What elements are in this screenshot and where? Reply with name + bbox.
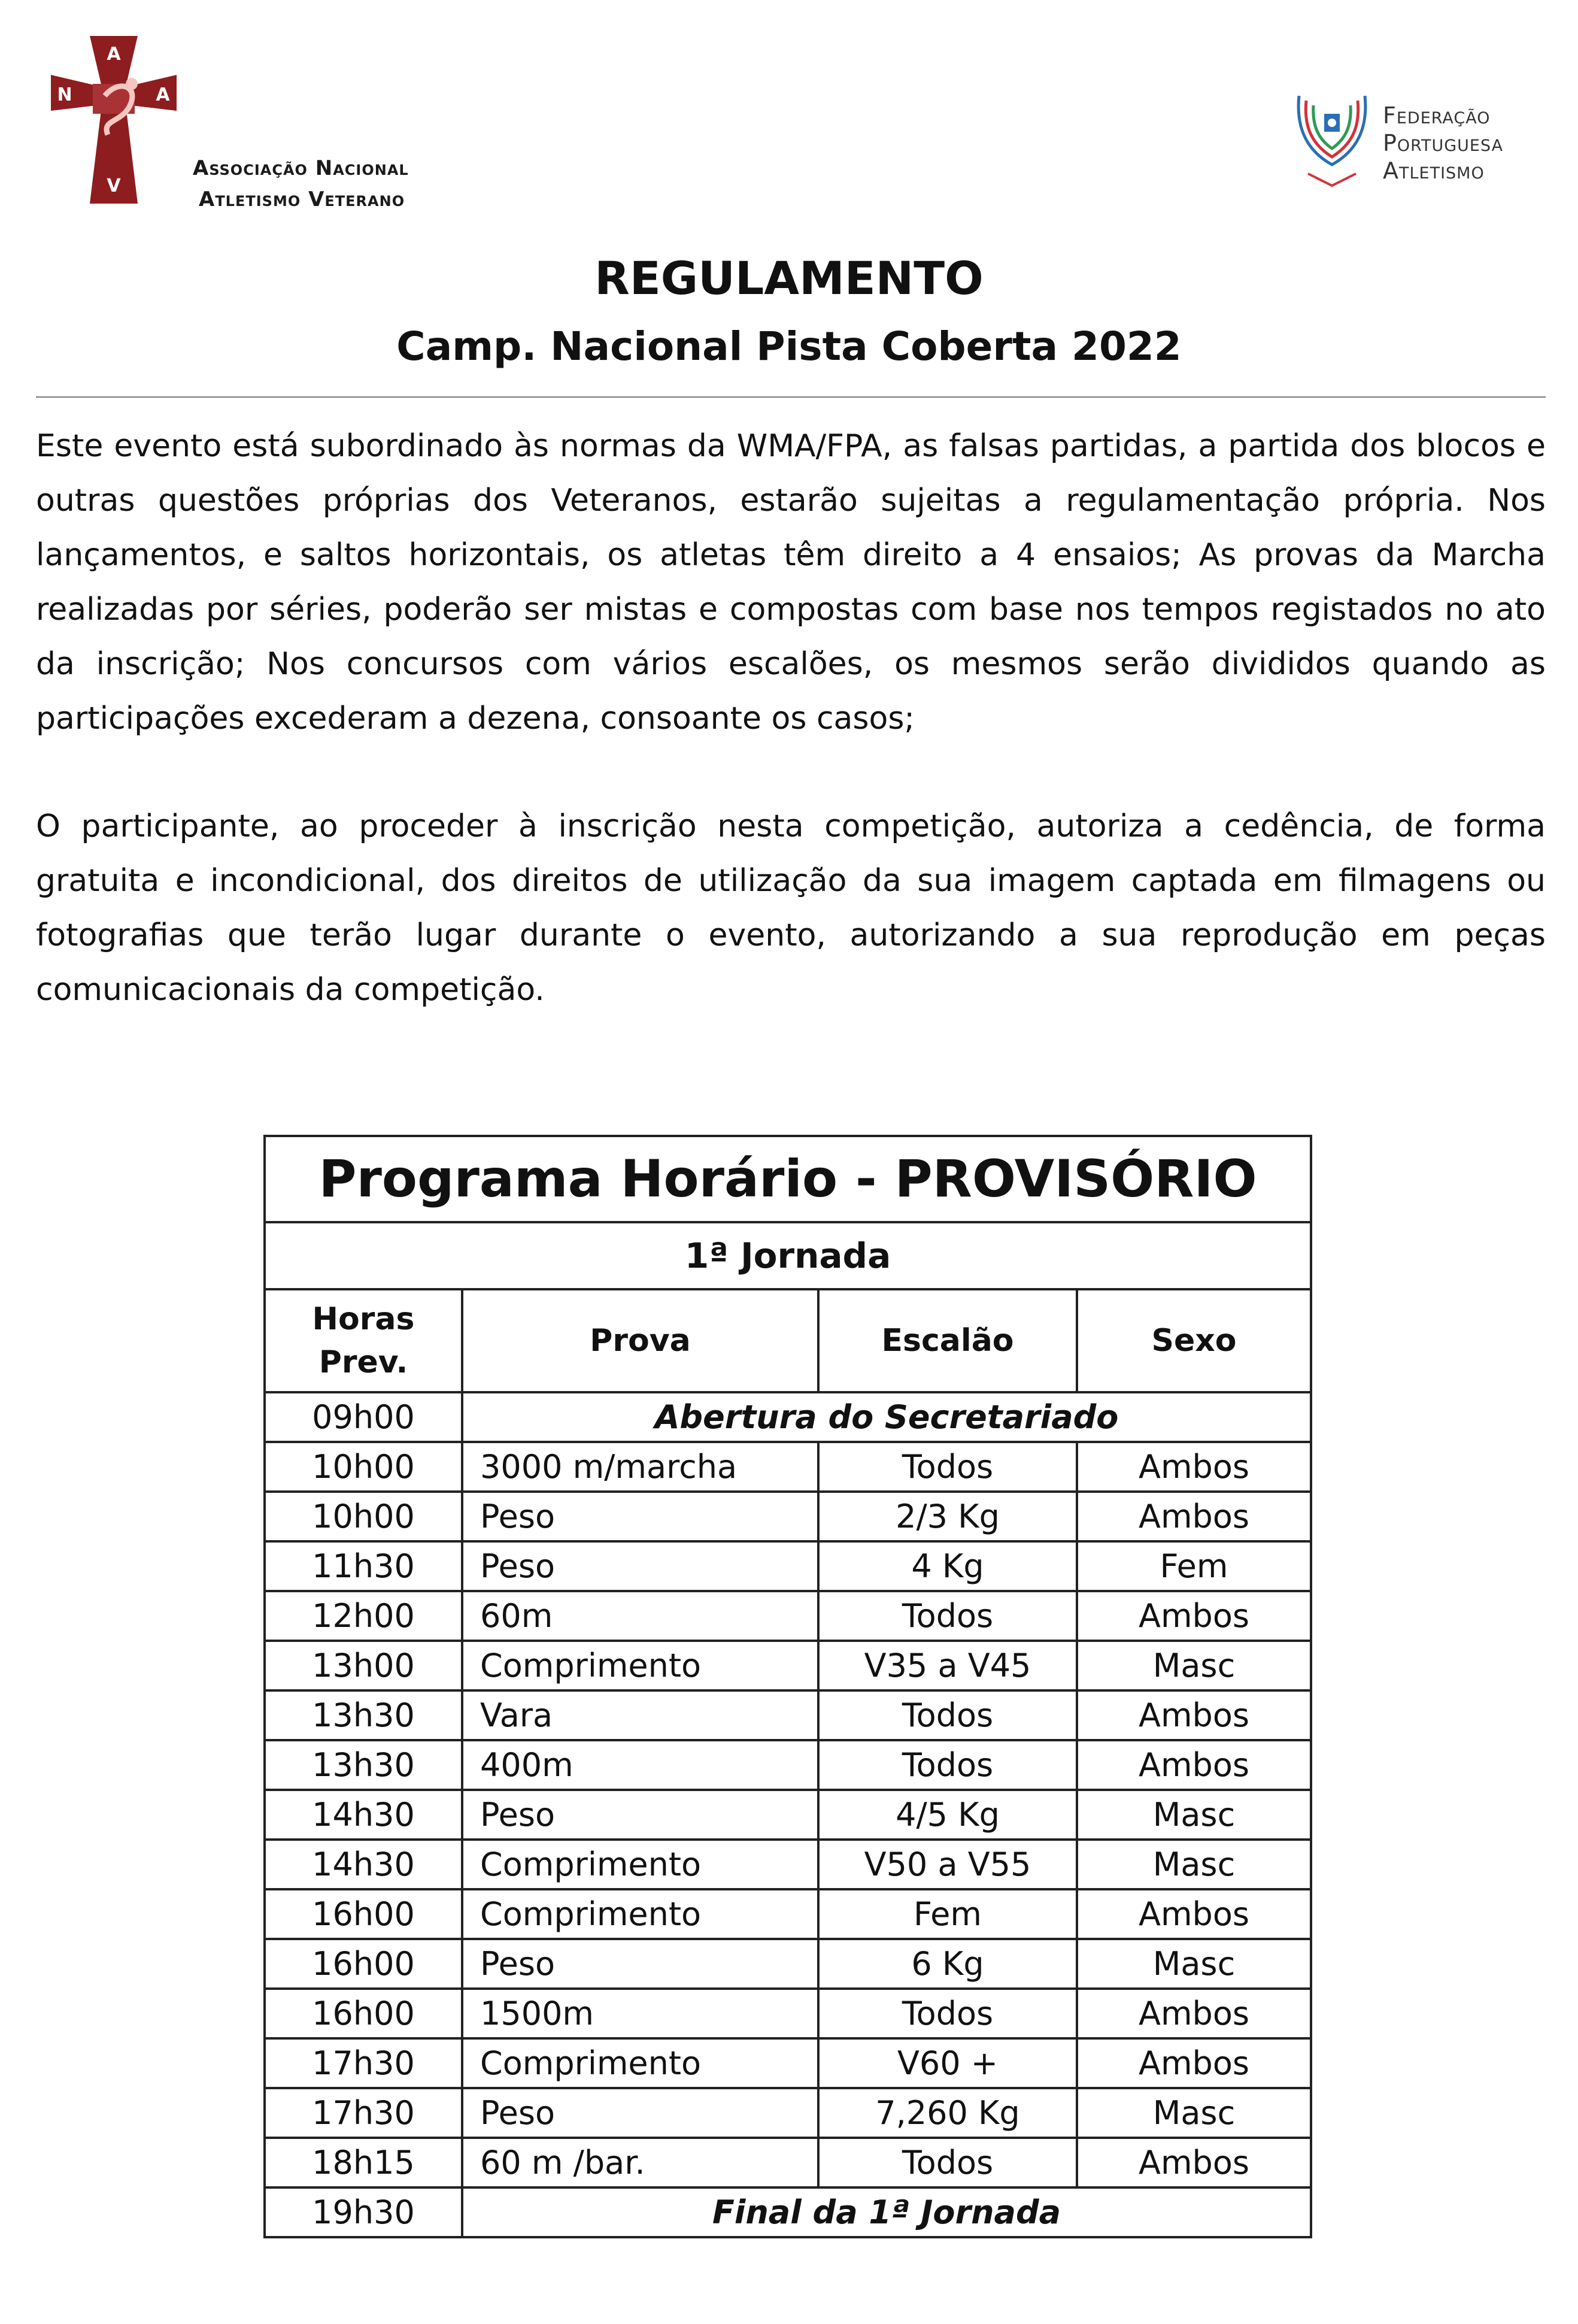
cell-escalao: Todos [818, 1740, 1077, 1790]
closing-hora: 19h30 [265, 2187, 462, 2237]
anav-logo [36, 30, 479, 210]
cell-escalao: Todos [818, 1989, 1077, 2038]
table-row [265, 1492, 1311, 1541]
cell-sexo: Ambos [1077, 1989, 1311, 2038]
cell-escalao: V60 + [818, 2038, 1077, 2088]
cell-hora: 14h30 [265, 1790, 462, 1840]
column-header-horas-line1: Horas [312, 1301, 415, 1337]
table-row [265, 1840, 1311, 1889]
cell-prova: Peso [462, 1492, 818, 1541]
cell-hora: 16h00 [265, 1939, 462, 1989]
emblem-letter-v: V [107, 175, 121, 196]
table-row [265, 1989, 1311, 2038]
column-header-sexo: Sexo [1077, 1289, 1311, 1392]
cell-escalao: Todos [818, 1442, 1077, 1492]
cell-prova: 60 m /bar. [462, 2138, 818, 2187]
cell-hora: 10h00 [265, 1492, 462, 1541]
cell-escalao: 7,260 Kg [818, 2088, 1077, 2138]
table-row [265, 1591, 1311, 1641]
schedule-table [263, 1135, 1312, 2238]
opening-hora: 09h00 [265, 1392, 462, 1442]
cell-hora: 10h00 [265, 1442, 462, 1492]
cell-hora: 17h30 [265, 2038, 462, 2088]
column-header-escalao: Escalão [818, 1289, 1077, 1392]
table-row [265, 1641, 1311, 1690]
table-row [265, 1690, 1311, 1740]
cell-prova: 400m [462, 1740, 818, 1790]
cell-prova: Peso [462, 1939, 818, 1989]
fpa-name-line1: Federação [1383, 102, 1491, 129]
table-row-closing [265, 2187, 1311, 2237]
column-header-horas-line2: Prev. [318, 1344, 408, 1380]
cell-hora: 12h00 [265, 1591, 462, 1641]
cell-sexo: Ambos [1077, 2138, 1311, 2187]
cell-escalao: Todos [818, 2138, 1077, 2187]
fpa-logo [1287, 84, 1550, 198]
cell-sexo: Masc [1077, 1790, 1311, 1840]
paragraph-image-rights: O participante, ao proceder à inscrição nesta competição, autoriza a cedência, de forma gratuita e incondicional, dos direitos de utilização da sua imagem captada em filmagens ou fotografias que terão lugar durante o evento, autorizando a sua reprodução em peças comunicacionais da competição. [36, 808, 1546, 1008]
cell-prova: Comprimento [462, 1641, 818, 1690]
cell-escalao: Fem [818, 1889, 1077, 1939]
cell-prova: Peso [462, 1790, 818, 1840]
cell-escalao: 2/3 Kg [818, 1492, 1077, 1541]
table-row-opening [265, 1392, 1311, 1442]
cell-prova: Peso [462, 2088, 818, 2138]
cell-hora: 16h00 [265, 1889, 462, 1939]
emblem-letter-a1: A [107, 44, 121, 65]
cell-prova: Comprimento [462, 1840, 818, 1889]
anav-name [193, 153, 409, 215]
cell-sexo: Ambos [1077, 1740, 1311, 1790]
fpa-name-line2: Portuguesa [1383, 130, 1504, 156]
cell-sexo: Ambos [1077, 1690, 1311, 1740]
table-row [265, 1740, 1311, 1790]
cell-sexo: Ambos [1077, 1442, 1311, 1492]
document-title: REGULAMENTO [594, 252, 984, 305]
table-row [265, 2088, 1311, 2138]
cell-sexo: Masc [1077, 1939, 1311, 1989]
cell-hora: 13h00 [265, 1641, 462, 1690]
cell-hora: 18h15 [265, 2138, 462, 2187]
cell-hora: 14h30 [265, 1840, 462, 1889]
table-row [265, 2038, 1311, 2088]
cell-prova: 3000 m/marcha [462, 1442, 818, 1492]
cell-prova: 1500m [462, 1989, 818, 2038]
table-row [265, 1939, 1311, 1989]
closing-text: Final da 1ª Jornada [462, 2187, 1311, 2237]
anav-emblem-letters [36, 30, 192, 210]
cell-sexo: Masc [1077, 2088, 1311, 2138]
cell-hora: 13h30 [265, 1690, 462, 1740]
schedule-day: 1ª Jornada [265, 1222, 1311, 1289]
cell-escalao: Todos [818, 1690, 1077, 1740]
cell-sexo: Ambos [1077, 2038, 1311, 2088]
cell-sexo: Ambos [1077, 1492, 1311, 1541]
emblem-letter-n: N [57, 84, 72, 105]
table-row [265, 1442, 1311, 1492]
fpa-emblem-icon [1287, 84, 1377, 192]
cell-escalao: Todos [818, 1591, 1077, 1641]
anav-name-line2: Atletismo Veterano [199, 187, 405, 211]
cell-escalao: V50 a V55 [818, 1840, 1077, 1889]
cell-prova: Peso [462, 1541, 818, 1591]
fpa-name [1383, 102, 1503, 184]
cell-escalao: V35 a V45 [818, 1641, 1077, 1690]
cell-escalao: 4 Kg [818, 1541, 1077, 1591]
cell-prova: 60m [462, 1591, 818, 1641]
emblem-letter-a2: A [156, 84, 170, 105]
column-header-prova: Prova [462, 1289, 818, 1392]
document-subtitle: Camp. Nacional Pista Coberta 2022 [396, 323, 1182, 369]
cell-sexo: Masc [1077, 1641, 1311, 1690]
cell-hora: 17h30 [265, 2088, 462, 2138]
cell-prova: Comprimento [462, 1889, 818, 1939]
cell-prova: Vara [462, 1690, 818, 1740]
cell-escalao: 6 Kg [818, 1939, 1077, 1989]
cell-hora: 16h00 [265, 1989, 462, 2038]
opening-text: Abertura do Secretariado [462, 1392, 1311, 1442]
cell-hora: 11h30 [265, 1541, 462, 1591]
column-header-horas [265, 1289, 462, 1392]
anav-name-line1: Associação Nacional [193, 156, 409, 180]
cell-escalao: 4/5 Kg [818, 1790, 1077, 1840]
paragraph-regulation: Este evento está subordinado às normas da WMA/FPA, as falsas partidas, a partida dos blocos e outras questões próprias dos Veteranos, estarão sujeitas a regulamentação própria. Nos lançamentos, e saltos horizontais, os atletas têm direito a 4 ensaios; As provas da Marcha realizadas por séries, poderão ser mistas e compostas com base nos tempos registados no ato da inscrição; Nos concursos com vários escalões, os mesmos serão divididos quando as participações excederam a dezena, consoante os casos; [36, 428, 1546, 737]
cell-sexo: Ambos [1077, 1889, 1311, 1939]
schedule-title: Programa Horário - PROVISÓRIO [265, 1136, 1311, 1222]
cell-prova: Comprimento [462, 2038, 818, 2088]
title-divider [36, 396, 1546, 398]
table-row [265, 2138, 1311, 2187]
table-row [265, 1889, 1311, 1939]
cell-sexo: Fem [1077, 1541, 1311, 1591]
cell-hora: 13h30 [265, 1740, 462, 1790]
cell-sexo: Ambos [1077, 1591, 1311, 1641]
table-row [265, 1790, 1311, 1840]
table-row [265, 1541, 1311, 1591]
cell-sexo: Masc [1077, 1840, 1311, 1889]
fpa-name-line3: Atletismo [1383, 157, 1485, 184]
